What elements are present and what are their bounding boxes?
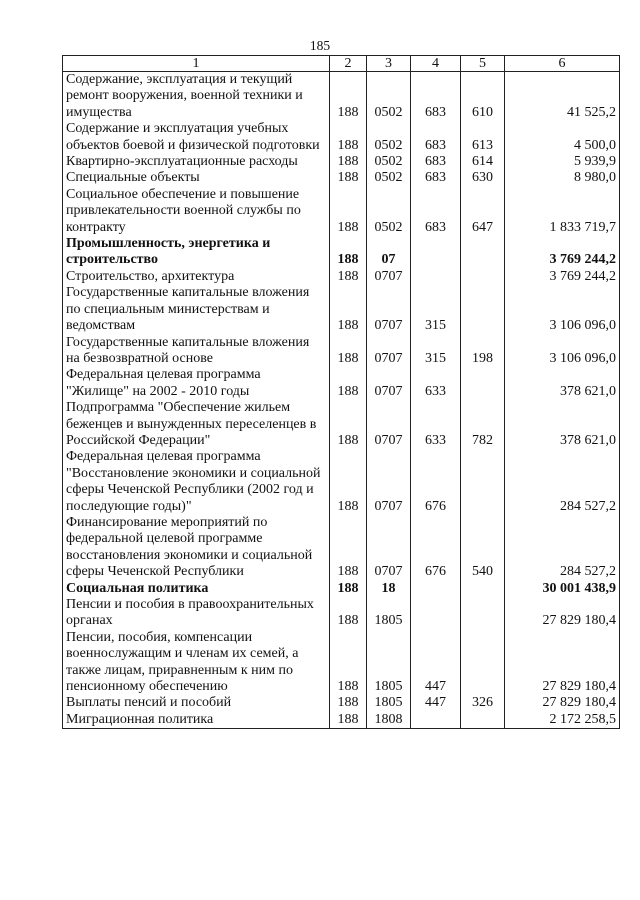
article-cell	[411, 269, 461, 285]
table-row	[63, 695, 620, 711]
expense-type-cell: 610	[461, 72, 505, 122]
article-cell: 676	[411, 449, 461, 515]
row-name-cell: Социальное обеспечение и повышение привлекательности военной службы по контракту	[63, 187, 330, 236]
amount-cell: 378 621,0	[505, 367, 620, 400]
section-cell: 0502	[367, 187, 411, 236]
section-cell: 0502	[367, 72, 411, 122]
row-name-cell: Квартирно-эксплуатационные расходы	[63, 154, 330, 170]
expense-type-cell	[461, 630, 505, 696]
amount-cell: 3 106 096,0	[505, 335, 620, 368]
article-cell: 683	[411, 187, 461, 236]
article-cell: 633	[411, 400, 461, 449]
column-header: 3	[367, 56, 411, 72]
article-cell: 447	[411, 630, 461, 696]
table-row	[63, 285, 620, 334]
amount-cell: 8 980,0	[505, 170, 620, 186]
table-row	[63, 581, 620, 597]
section-cell: 18	[367, 581, 411, 597]
article-cell: 633	[411, 367, 461, 400]
column-header: 5	[461, 56, 505, 72]
row-name-cell: Федеральная целевая программа "Жилище" на 2002 - 2010 годы	[63, 367, 330, 400]
amount-cell: 5 939,9	[505, 154, 620, 170]
row-name-cell: Специальные объекты	[63, 170, 330, 186]
table-row	[63, 597, 620, 630]
header-row	[63, 56, 620, 72]
section-cell: 1805	[367, 630, 411, 696]
code-cell: 188	[330, 236, 367, 269]
code-cell: 188	[330, 154, 367, 170]
amount-cell: 378 621,0	[505, 400, 620, 449]
section-cell: 0502	[367, 170, 411, 186]
article-cell: 447	[411, 695, 461, 711]
section-cell: 0707	[367, 400, 411, 449]
expense-type-cell: 326	[461, 695, 505, 711]
table-row	[63, 236, 620, 269]
row-name-cell: Государственные капитальные вложения по специальным министерствам и ведомствам	[63, 285, 330, 334]
row-name-cell: Пенсии и пособия в правоохранительных органах	[63, 597, 330, 630]
article-cell: 683	[411, 154, 461, 170]
row-name-cell: Федеральная целевая программа "Восстановление экономики и социальной сферы Чеченской Республики (2002 год и последующие годы)"	[63, 449, 330, 515]
row-name-cell: Финансирование мероприятий по федеральной целевой программе восстановления экономики и социальной сферы Чеченской Республики	[63, 515, 330, 581]
expense-type-cell	[461, 285, 505, 334]
code-cell: 188	[330, 285, 367, 334]
section-cell: 0707	[367, 285, 411, 334]
budget-table	[62, 55, 620, 729]
column-header: 6	[505, 56, 620, 72]
table-row	[63, 400, 620, 449]
column-header: 2	[330, 56, 367, 72]
code-cell: 188	[330, 515, 367, 581]
section-cell: 0502	[367, 121, 411, 154]
section-cell: 0707	[367, 335, 411, 368]
article-cell: 315	[411, 335, 461, 368]
code-cell: 188	[330, 581, 367, 597]
code-cell: 188	[330, 269, 367, 285]
article-cell: 676	[411, 515, 461, 581]
expense-type-cell	[461, 269, 505, 285]
expense-type-cell	[461, 236, 505, 269]
row-name-cell: Содержание и эксплуатация учебных объектов боевой и физической подготовки	[63, 121, 330, 154]
expense-type-cell	[461, 449, 505, 515]
section-cell: 0502	[367, 154, 411, 170]
article-cell: 683	[411, 72, 461, 122]
table-row	[63, 72, 620, 122]
amount-cell: 1 833 719,7	[505, 187, 620, 236]
code-cell: 188	[330, 187, 367, 236]
table-row	[63, 187, 620, 236]
table-row	[63, 449, 620, 515]
code-cell: 188	[330, 712, 367, 729]
table-row	[63, 154, 620, 170]
column-header: 1	[63, 56, 330, 72]
code-cell: 188	[330, 367, 367, 400]
amount-cell: 27 829 180,4	[505, 630, 620, 696]
table-row	[63, 630, 620, 696]
section-cell: 0707	[367, 515, 411, 581]
amount-cell: 41 525,2	[505, 72, 620, 122]
section-cell: 0707	[367, 449, 411, 515]
table-row	[63, 170, 620, 186]
article-cell	[411, 597, 461, 630]
amount-cell: 4 500,0	[505, 121, 620, 154]
row-name-cell: Строительство, архитектура	[63, 269, 330, 285]
expense-type-cell: 613	[461, 121, 505, 154]
row-name-cell: Социальная политика	[63, 581, 330, 597]
table-row	[63, 515, 620, 581]
amount-cell: 30 001 438,9	[505, 581, 620, 597]
expense-type-cell: 782	[461, 400, 505, 449]
table-row	[63, 367, 620, 400]
article-cell	[411, 236, 461, 269]
amount-cell: 27 829 180,4	[505, 695, 620, 711]
code-cell: 188	[330, 400, 367, 449]
section-cell: 0707	[367, 367, 411, 400]
section-cell: 1805	[367, 597, 411, 630]
row-name-cell: Промышленность, энергетика и строительство	[63, 236, 330, 269]
column-header: 4	[411, 56, 461, 72]
code-cell: 188	[330, 449, 367, 515]
expense-type-cell: 540	[461, 515, 505, 581]
code-cell: 188	[330, 72, 367, 122]
article-cell: 683	[411, 121, 461, 154]
article-cell: 315	[411, 285, 461, 334]
section-cell: 1805	[367, 695, 411, 711]
code-cell: 188	[330, 121, 367, 154]
table-row	[63, 335, 620, 368]
table-row	[63, 121, 620, 154]
row-name-cell: Государственные капитальные вложения на безвозвратной основе	[63, 335, 330, 368]
page-number: 185	[309, 38, 331, 53]
amount-cell: 3 769 244,2	[505, 269, 620, 285]
expense-type-cell	[461, 581, 505, 597]
row-name-cell: Выплаты пенсий и пособий	[63, 695, 330, 711]
expense-type-cell: 614	[461, 154, 505, 170]
amount-cell: 3 106 096,0	[505, 285, 620, 334]
section-cell: 07	[367, 236, 411, 269]
amount-cell: 284 527,2	[505, 515, 620, 581]
expense-type-cell: 647	[461, 187, 505, 236]
row-name-cell: Содержание, эксплуатация и текущий ремонт вооружения, военной техники и имущества	[63, 72, 330, 122]
expense-type-cell: 198	[461, 335, 505, 368]
expense-type-cell	[461, 597, 505, 630]
section-cell: 0707	[367, 269, 411, 285]
article-cell	[411, 581, 461, 597]
section-cell: 1808	[367, 712, 411, 729]
row-name-cell: Пенсии, пособия, компенсации военнослужащим и членам их семей, а также лицам, приравненным к ним по пенсионному обеспечению	[63, 630, 330, 696]
row-name-cell: Подпрограмма "Обеспечение жильем беженцев и вынужденных переселенцев в Российской Федерации"	[63, 400, 330, 449]
code-cell: 188	[330, 170, 367, 186]
article-cell: 683	[411, 170, 461, 186]
code-cell: 188	[330, 335, 367, 368]
table-row	[63, 269, 620, 285]
article-cell	[411, 712, 461, 729]
amount-cell: 3 769 244,2	[505, 236, 620, 269]
amount-cell: 284 527,2	[505, 449, 620, 515]
row-name-cell: Миграционная политика	[63, 712, 330, 729]
table-row	[63, 712, 620, 729]
amount-cell: 27 829 180,4	[505, 597, 620, 630]
expense-type-cell	[461, 367, 505, 400]
expense-type-cell: 630	[461, 170, 505, 186]
code-cell: 188	[330, 597, 367, 630]
expense-type-cell	[461, 712, 505, 729]
code-cell: 188	[330, 630, 367, 696]
code-cell: 188	[330, 695, 367, 711]
amount-cell: 2 172 258,5	[505, 712, 620, 729]
